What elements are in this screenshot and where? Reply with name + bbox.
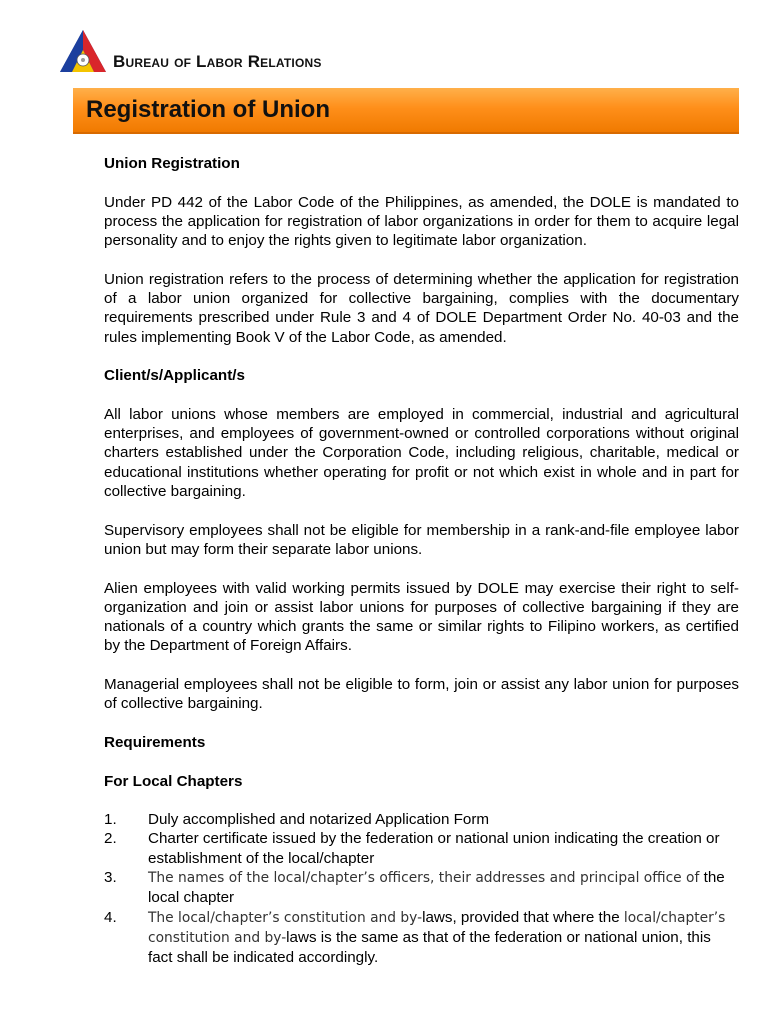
- list-item-text: The names of the local/chapter’s officers, their addresses and principal office of: [148, 869, 700, 886]
- paragraph: Supervisory employees shall not be eligible for membership in a rank-and-file employee labor union but may form their separate labor unions.: [104, 521, 739, 558]
- list-item: [104, 829, 739, 868]
- list-number: 4.: [104, 908, 117, 926]
- list-item: [104, 810, 739, 829]
- subheading-local-chapters: For Local Chapters: [104, 772, 243, 790]
- list-item-text: Charter certificate issued by the federation or national union indicating the creation or establishment of the local/chapter: [148, 830, 720, 867]
- list-item-text: Duly accomplished and notarized Application Form: [148, 811, 490, 829]
- requirements-list: [104, 810, 739, 967]
- list-number: 2.: [104, 830, 117, 848]
- paragraph: All labor unions whose members are employed in commercial, industrial and agricultural enterprises, and employees of government-owned or controlled corporations without original charters established under the Corporation Code, including religious, charitable, medical or educational institutions whether operating for profit or not which exist in whole and in part for collective bargaining.: [104, 405, 739, 501]
- list-item-text: laws, provided that where the: [422, 908, 620, 926]
- section-heading-union-registration: Union Registration: [104, 155, 240, 172]
- paragraph: Union registration refers to the process of determining whether the application for registration of a labor union organized for collective bargaining, complies with the documentary requirements prescribed under Rule 3 and 4 of DOLE Department Order No. 40-03 and the rules implementing Book V of the Labor Code, as amended.: [104, 270, 739, 346]
- list-item: [104, 868, 739, 908]
- list-item: [104, 908, 739, 968]
- list-item-text: local/chapter’s constitution and by-: [148, 909, 726, 946]
- document-body: [104, 154, 739, 967]
- section-heading-requirements: Requirements: [104, 733, 206, 751]
- list-number: 3.: [104, 868, 117, 886]
- list-item-text: The local/chapter’s constitution and by-: [148, 909, 423, 926]
- paragraph: Managerial employees shall not be eligible to form, join or assist any labor union for purposes of collective bargaining.: [104, 676, 739, 713]
- paragraph: Under PD 442 of the Labor Code of the Philippines, as amended, the DOLE is mandated to process the application for registration of labor organizations in order for them to acquire legal personality and to enjoy the rights given to legitimate labor organization.: [104, 193, 739, 250]
- paragraph: Alien employees with valid working permits issued by DOLE may exercise their right to self-organization and join or assist labor unions for purposes of collective bargaining if they are nationals of a country which grants the same or similar rights to Filipino workers, as certified by the Department of Foreign Affairs.: [104, 579, 739, 655]
- page-title: Registration of Union: [86, 96, 330, 123]
- section-heading-clients: Client/s/Applicant/s: [104, 367, 245, 385]
- title-bar: [73, 88, 739, 134]
- agency-name: Bureau of Labor Relations: [113, 52, 322, 71]
- page-header: [58, 28, 458, 78]
- list-number: 1.: [104, 811, 117, 829]
- list-item-text: laws is the same as that of the federation or national union, this fact shall be indicated accordingly.: [148, 928, 711, 967]
- dole-logo-icon: [58, 28, 108, 74]
- list-item-text: the local chapter: [148, 868, 725, 907]
